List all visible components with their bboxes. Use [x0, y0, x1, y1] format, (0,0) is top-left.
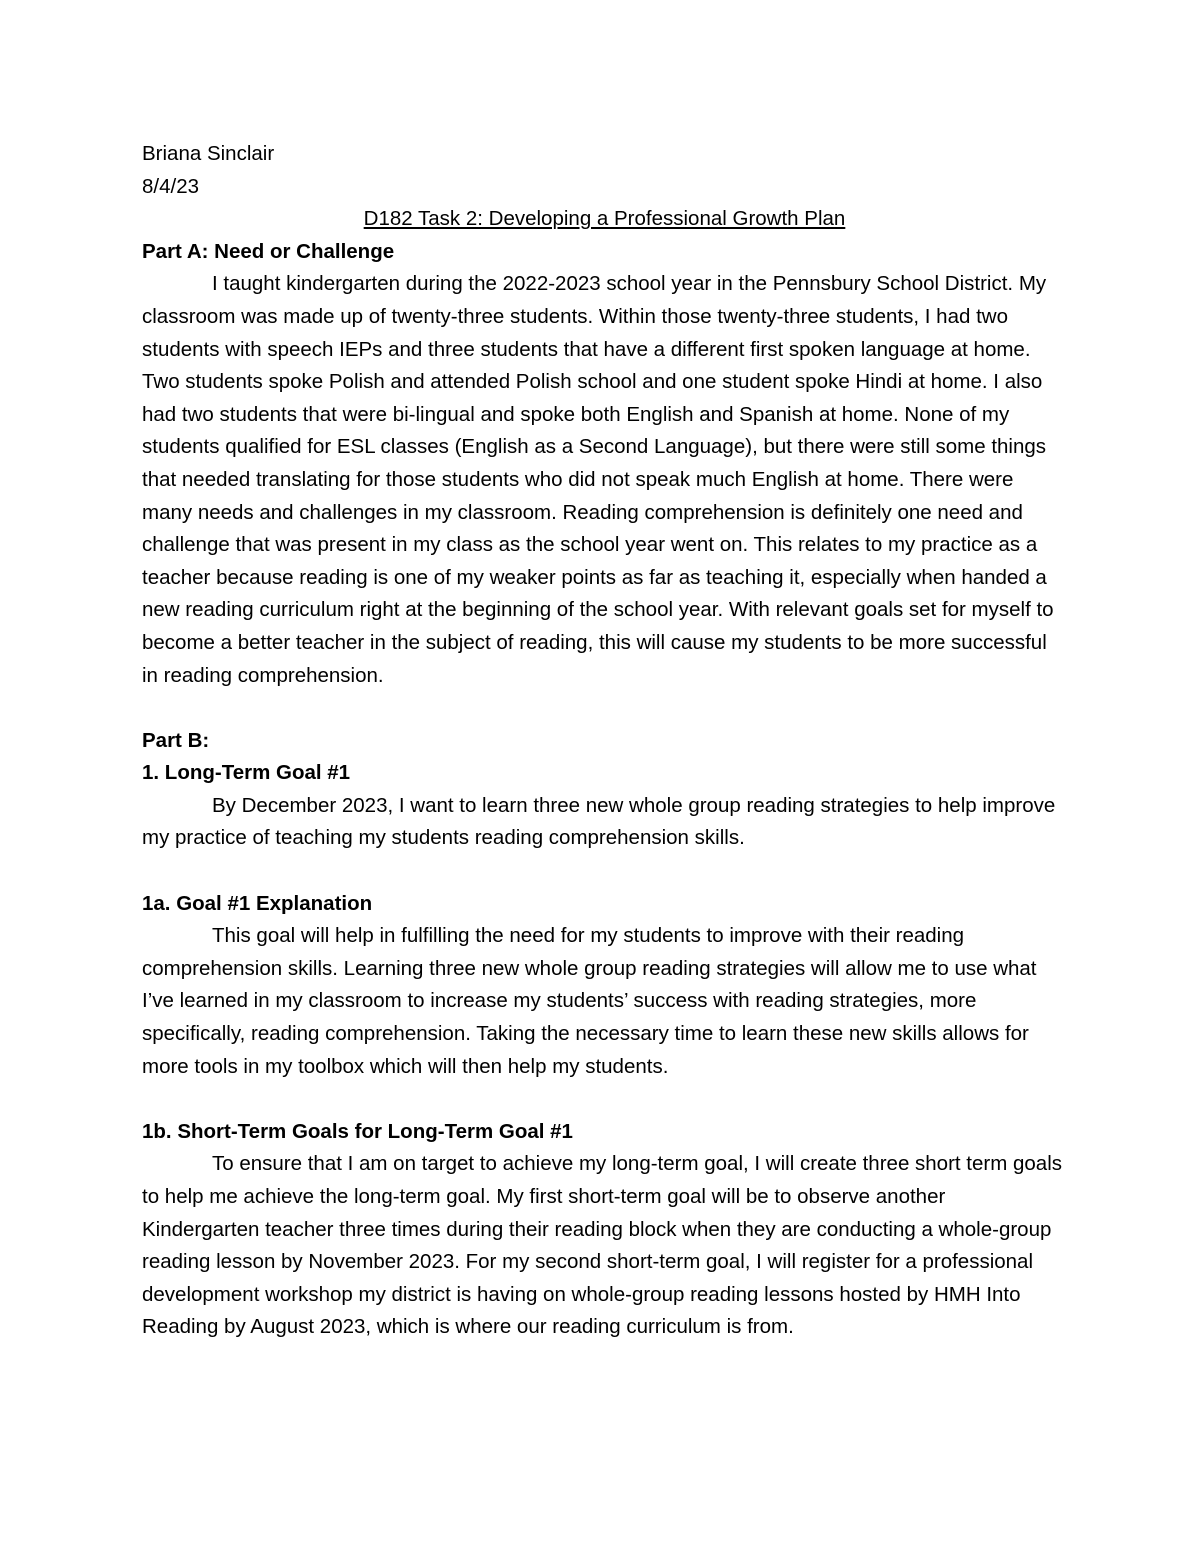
goal-1a-paragraph: This goal will help in fulfilling the need for my students to improve with their reading comprehension skills. Learning three new whole group reading strategies will allow me to use what I’ve learned in my classroom to increase my students’ success with reading strategies, more specifically, reading comprehension. Taking the necessary time to learn these new skills allows for more tools in my toolbox which will then help my students.: [142, 924, 1037, 1078]
goal-1a-heading: 1a. Goal #1 Explanation: [142, 891, 373, 915]
section-spacer: [142, 1083, 1067, 1116]
goal-1b-paragraph: To ensure that I am on target to achieve my long-term goal, I will create three short term goals to help me achieve the long-term goal. My first short-term goal will be to observe another Kindergarten teacher three times during their reading block when they are conducting a whole-group reading lesson by November 2023. For my second short-term goal, I will register for a professional development workshop my district is having on whole-group reading lessons hosted by HMH Into Reading by August 2023, which is where our reading curriculum is from.: [142, 1152, 1063, 1339]
goal-1-paragraph: By December 2023, I want to learn three new whole group reading strategies to help improve my practice of teaching my students reading comprehension skills.: [142, 793, 1056, 850]
author-name: Briana Sinclair: [142, 142, 275, 165]
goal-1-heading: 1. Long-Term Goal #1: [142, 761, 351, 785]
goal-1b-heading: 1b. Short-Term Goals for Long-Term Goal #1: [142, 1119, 573, 1143]
document-title: D182 Task 2: Developing a Professional Growth Plan: [363, 207, 846, 231]
part-b-heading: Part B:: [142, 728, 210, 752]
section-spacer: [142, 692, 1067, 725]
document-page: [142, 138, 1067, 1344]
part-a-heading: Part A: Need or Challenge: [142, 239, 395, 263]
part-a-paragraph: I taught kindergarten during the 2022-2023 school year in the Pennsbury School District. My classroom was made up of twenty-three students. Within those twenty-three students, I had two students with speech IEPs and three students that have a different first spoken language at home. Two students spoke Polish and attended Polish school and one student spoke Hindi at home. I also had two students that were bi-lingual and spoke both English and Spanish at home. None of my students qualified for ESL classes (English as a Second Language), but there were still some things that needed translating for those students who did not speak much English at home. There were many needs and challenges in my classroom. Reading comprehension is definitely one need and challenge that was present in my class as the school year went on. This relates to my practice as a teacher because reading is one of my weaker points as far as teaching it, especially when handed a new reading curriculum right at the beginning of the school year. With relevant goals set for myself to become a better teacher in the subject of reading, this will cause my students to be more successful in reading comprehension.: [142, 272, 1054, 687]
document-date: 8/4/23: [142, 174, 199, 198]
section-spacer: [142, 855, 1067, 888]
